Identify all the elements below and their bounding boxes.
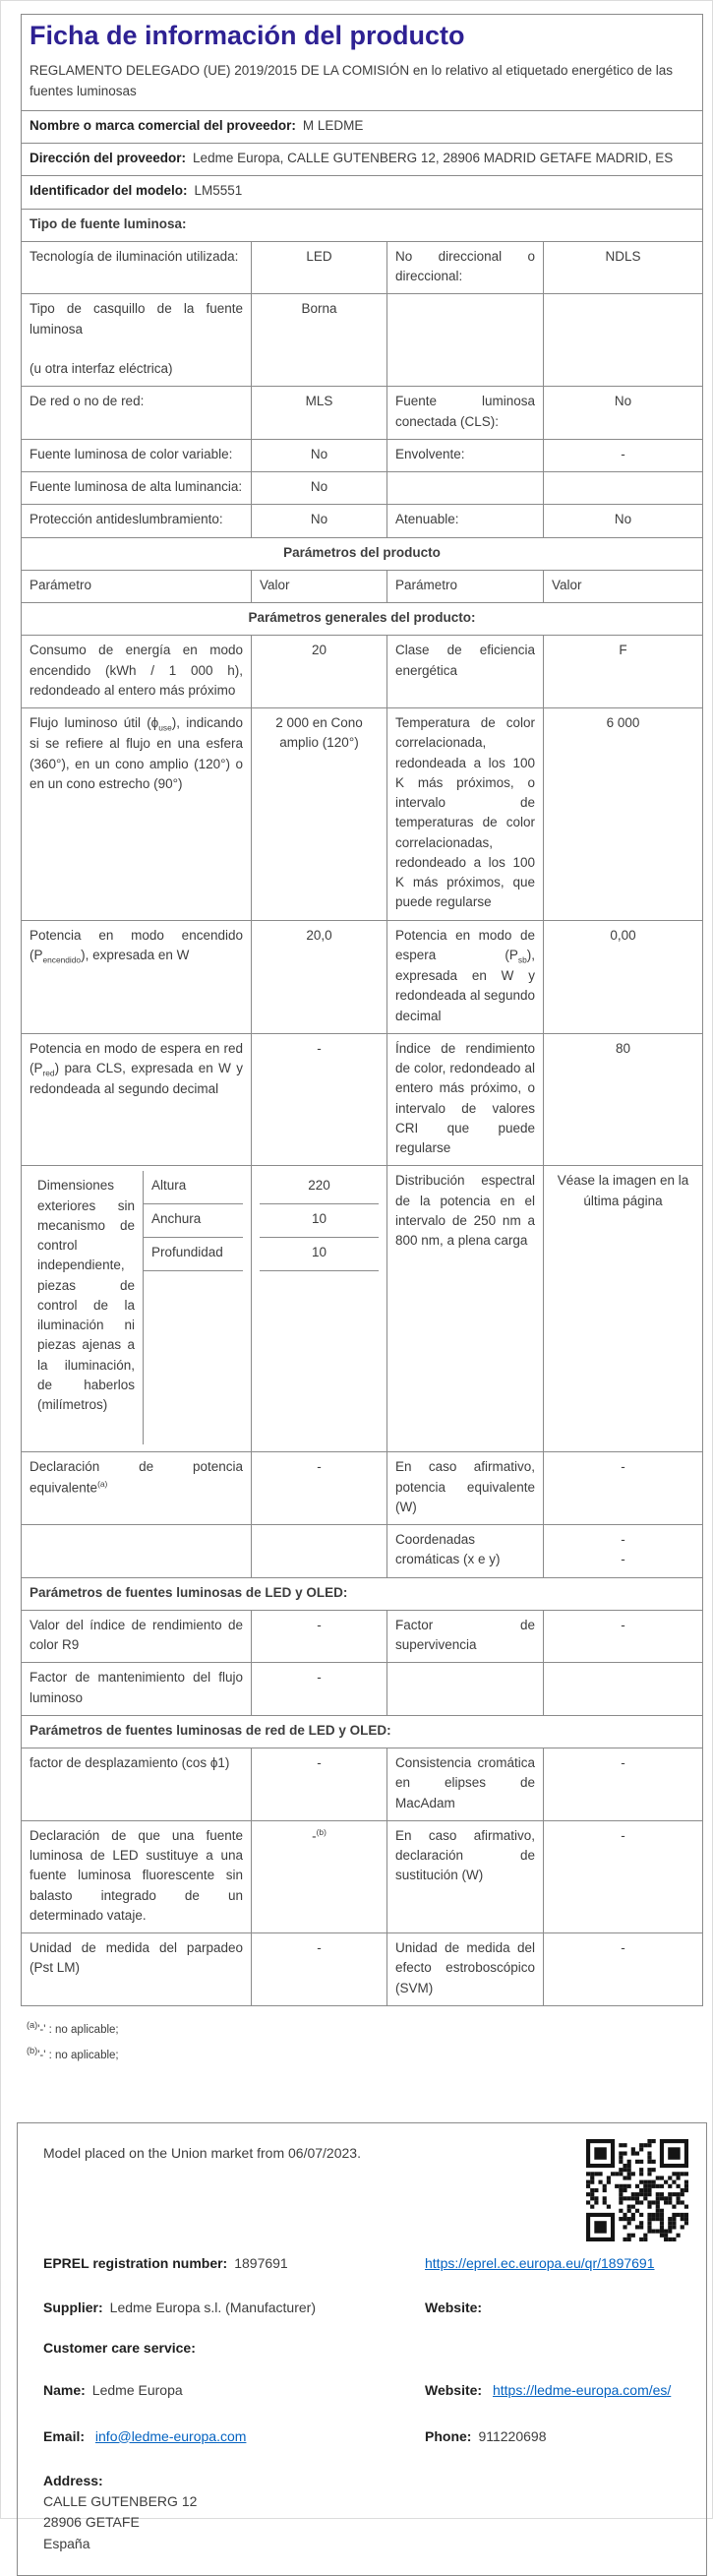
supplier-address-row — [22, 144, 703, 176]
address-line: España — [43, 2535, 90, 2551]
param-cell: Envolvente: — [387, 439, 544, 471]
value-cell: No — [544, 387, 703, 440]
table-row — [22, 1820, 703, 1932]
care-name-label: Name: — [43, 2381, 86, 2398]
value-cell: - — [252, 1452, 387, 1525]
param-cell: Fuente luminosa conectada (CLS): — [387, 387, 544, 440]
dimension-value: 10 — [260, 1204, 379, 1238]
supplier-address-label: Dirección del proveedor: — [30, 151, 187, 166]
model-id-value: LM5551 — [194, 183, 243, 199]
care-address-block — [43, 2471, 425, 2555]
param-cell: De red o no de red: — [22, 387, 252, 440]
value-cell: - — [544, 1610, 703, 1663]
column-header-row — [22, 570, 703, 602]
market-placed-text: Model placed on the Union market from 06/07/2023. — [43, 2144, 361, 2161]
qr-code-image — [586, 2139, 688, 2241]
param-cell: Distribución espectral de la potencia en el intervalo de 250 nm a 800 nm, a plena carga — [387, 1166, 544, 1452]
value-cell: -$^{(b)}$ — [252, 1820, 387, 1932]
table-row — [22, 294, 703, 387]
product-params-title-row — [22, 537, 703, 570]
care-email-label: Email: — [43, 2427, 86, 2444]
param-cell — [387, 1663, 544, 1716]
param-cell: Fuente luminosa de color variable: — [22, 439, 252, 471]
care-email-link[interactable]: info@ledme-europa.com — [94, 2427, 247, 2444]
param-cell — [387, 472, 544, 505]
brand-cell — [22, 110, 703, 143]
value-cell: MLS — [252, 387, 387, 440]
led-params-heading: Parámetros de fuentes luminosas de LED y OLED: — [22, 1577, 703, 1610]
supplier-cell — [43, 2298, 425, 2318]
table-row — [22, 1033, 703, 1166]
product-fiche-table — [21, 14, 703, 2006]
value-cell — [544, 294, 703, 387]
website-cell — [425, 2298, 688, 2318]
supplier-label: Supplier: — [43, 2299, 103, 2315]
value-cell: - — [544, 1748, 703, 1821]
value-cell: - — [252, 1663, 387, 1716]
param-cell: Tecnología de iluminación utilizada: — [22, 241, 252, 294]
model-id-label: Identificador del modelo: — [30, 183, 188, 199]
param-cell: En caso afirmativo, declaración de sustitución (W) — [387, 1820, 544, 1932]
eprel-registration — [43, 2253, 425, 2274]
param-cell: Valor del índice de rendimiento de color R9 — [22, 1610, 252, 1663]
value-cell: F — [544, 636, 703, 708]
value-cell: - - — [544, 1525, 703, 1578]
value-cell: LED — [252, 241, 387, 294]
dimensions-row — [22, 1166, 703, 1452]
value-cell: - — [544, 1933, 703, 2006]
param-cell — [387, 294, 544, 387]
care-email-cell — [43, 2426, 425, 2447]
model-id-cell — [22, 176, 703, 209]
footnote-b: $^{(b)}$'-' : no aplicable; — [27, 2045, 119, 2061]
general-params-heading: Parámetros generales del producto: — [22, 603, 703, 636]
address-line: 28906 GETAFE — [43, 2514, 140, 2531]
param-cell — [22, 1525, 252, 1578]
param-cell: Consumo de energía en modo encendido (kWh / 1 000 h), redondeado al entero más próximo — [22, 636, 252, 708]
value-cell: NDLS — [544, 241, 703, 294]
dimensions-label: Dimensiones exteriores sin mecanismo de control independiente, piezas de control de la iluminación ni piezas ajenas a la iluminación, de haberlos (milímetros) — [30, 1171, 144, 1444]
led-heading-row — [22, 1577, 703, 1610]
table-row — [22, 920, 703, 1033]
model-id-row — [22, 176, 703, 209]
care-phone-label: Phone: — [425, 2427, 472, 2444]
table-row — [22, 1663, 703, 1716]
brand-row — [22, 110, 703, 143]
table-row — [22, 1748, 703, 1821]
param-cell: Fuente luminosa de alta luminancia: — [22, 472, 252, 505]
value-cell: Véase la imagen en la última página — [544, 1166, 703, 1452]
market-info-box — [17, 2122, 707, 2576]
value-cell: 6 000 — [544, 708, 703, 921]
dimension-name: Anchura — [144, 1204, 243, 1238]
value-cell: - — [252, 1748, 387, 1821]
param-cell: En caso afirmativo, potencia equivalente (W) — [387, 1452, 544, 1525]
param-cell: Factor de supervivencia — [387, 1610, 544, 1663]
value-cell: No — [252, 472, 387, 505]
param-cell: Tipo de casquillo de la fuente luminosa (u otra interfaz eléctrica) — [22, 294, 252, 387]
value-cell: 20 — [252, 636, 387, 708]
value-cell: No — [544, 505, 703, 537]
table-row — [22, 387, 703, 440]
supplier-value: Ledme Europa s.l. (Manufacturer) — [109, 2299, 316, 2315]
column-header: Valor — [544, 570, 703, 602]
value-cell: - — [252, 1933, 387, 2006]
mains-params-heading: Parámetros de fuentes luminosas de red de LED y OLED: — [22, 1715, 703, 1748]
type-heading-row — [22, 209, 703, 241]
param-cell: Potencia en modo de espera $(P_{sb})$, expresada en W y redondeada al segundo decimal — [387, 920, 544, 1033]
value-cell: No — [252, 439, 387, 471]
eprel-link-cell — [425, 2253, 688, 2274]
header-row — [22, 15, 703, 111]
value-cell: Borna — [252, 294, 387, 387]
table-row — [22, 472, 703, 505]
dimension-value: 220 — [260, 1171, 379, 1204]
param-cell: Protección antideslumbramiento: — [22, 505, 252, 537]
table-row — [22, 505, 703, 537]
supplier-address-cell — [22, 144, 703, 176]
value-cell: 20,0 — [252, 920, 387, 1033]
param-cell: No direccional o direccional: — [387, 241, 544, 294]
table-row — [22, 636, 703, 708]
eprel-label: EPREL registration number: — [43, 2254, 228, 2271]
dimension-name: Altura — [144, 1171, 243, 1204]
care-website-link[interactable]: https://ledme-europa.com/es/ — [492, 2381, 672, 2398]
care-phone-value: 911220698 — [478, 2427, 547, 2444]
website-label: Website: — [425, 2299, 483, 2315]
brand-value: M LEDME — [302, 117, 364, 133]
brand-label: Nombre o marca comercial del proveedor: — [30, 117, 296, 133]
param-cell: Declaración de que una fuente luminosa de LED sustituye a una fuente luminosa fluorescente sin balasto integrado de un determinado vataje. — [22, 1820, 252, 1932]
value-cell: 2 000 en Cono amplio (120°) — [252, 708, 387, 921]
value-cell: - — [544, 1820, 703, 1932]
dimension-name: Profundidad — [144, 1238, 243, 1271]
value-cell — [544, 472, 703, 505]
param-cell: Índice de rendimiento de color, redondeado al entero más próximo, o intervalo de valores CRI que puede regularse — [387, 1033, 544, 1166]
supplier-address-value: Ledme Europa, CALLE GUTENBERG 12, 28906 MADRID GETAFE MADRID, ES — [193, 151, 674, 166]
param-cell: Factor de mantenimiento del flujo luminoso — [22, 1663, 252, 1716]
value-cell — [252, 1525, 387, 1578]
header-cell — [22, 15, 703, 111]
param-cell: factor de desplazamiento (cos ϕ1) — [22, 1748, 252, 1821]
table-row — [22, 1610, 703, 1663]
table-row — [22, 708, 703, 921]
column-header: Parámetro — [22, 570, 252, 602]
table-row — [22, 1525, 703, 1578]
param-cell: Potencia en modo de espera en red $(P_{red})$ para CLS, expresada en W y redondeada al segundo decimal — [22, 1033, 252, 1166]
customer-care-heading: Customer care service: — [43, 2339, 196, 2356]
value-cell: 0,00 — [544, 920, 703, 1033]
table-row — [22, 241, 703, 294]
param-cell: Atenuable: — [387, 505, 544, 537]
param-cell: Clase de eficiencia energética — [387, 636, 544, 708]
value-cell: - — [544, 1452, 703, 1525]
param-cell: Consistencia cromática en elipses de MacAdam — [387, 1748, 544, 1821]
general-params-heading-row — [22, 603, 703, 636]
param-cell: Unidad de medida del efecto estroboscópico (SVM) — [387, 1933, 544, 2006]
footnote-a: $^{(a)}$'-' : no aplicable; — [27, 2019, 119, 2036]
address-line: CALLE GUTENBERG 12 — [43, 2492, 198, 2509]
type-heading: Tipo de fuente luminosa: — [22, 209, 703, 241]
param-cell: Potencia en modo encendido $(P_{encendido})$, expresada en W — [22, 920, 252, 1033]
param-cell: Coordenadas cromáticas (x e y) — [387, 1525, 544, 1578]
care-website-label: Website: — [425, 2381, 483, 2398]
regulation-subtitle: REGLAMENTO DELEGADO (UE) 2019/2015 DE LA COMISIÓN en lo relativo al etiquetado energético de las fuentes luminosas — [30, 63, 674, 98]
value-cell: No — [252, 505, 387, 537]
table-row — [22, 1452, 703, 1525]
param-cell: Unidad de medida del parpadeo (Pst LM) — [22, 1933, 252, 2006]
footnotes — [27, 2016, 712, 2067]
care-website-cell — [425, 2380, 688, 2401]
page-title: Ficha de información del producto — [30, 21, 465, 50]
table-row — [22, 1933, 703, 2006]
value-cell: 80 — [544, 1033, 703, 1166]
care-phone-cell — [425, 2426, 688, 2447]
dimension-value: 10 — [260, 1238, 379, 1271]
param-cell: Declaración de potencia equivalente$^{(a)}$ — [22, 1452, 252, 1525]
eprel-link[interactable]: https://eprel.ec.europa.eu/qr/1897691 — [425, 2254, 655, 2271]
care-name-cell — [43, 2380, 425, 2401]
column-header: Parámetro — [387, 570, 544, 602]
value-cell — [544, 1663, 703, 1716]
product-params-title: Parámetros del producto — [22, 537, 703, 570]
eprel-value: 1897691 — [234, 2254, 288, 2271]
column-header: Valor — [252, 570, 387, 602]
dimensions-values-cell — [252, 1166, 387, 1452]
value-cell: - — [544, 439, 703, 471]
qr-code — [586, 2137, 688, 2247]
value-cell: - — [252, 1610, 387, 1663]
dimensions-cell — [22, 1166, 252, 1452]
param-cell: Temperatura de color correlacionada, redondeada a los 100 K más próximos, o intervalo de temperaturas de color correlacionadas, redondeado a los 100 K más próximos, que puede regularse — [387, 708, 544, 921]
table-row — [22, 439, 703, 471]
care-address-label: Address: — [43, 2472, 103, 2488]
value-cell: - — [252, 1033, 387, 1166]
mains-heading-row — [22, 1715, 703, 1748]
care-name-value: Ledme Europa — [91, 2381, 183, 2398]
param-cell: Flujo luminoso útil $(\phi_{use})$, indicando si se refiere al flujo en una esfera (360°), en un cono amplio (120°) o en un cono estrecho (90°) — [22, 708, 252, 921]
